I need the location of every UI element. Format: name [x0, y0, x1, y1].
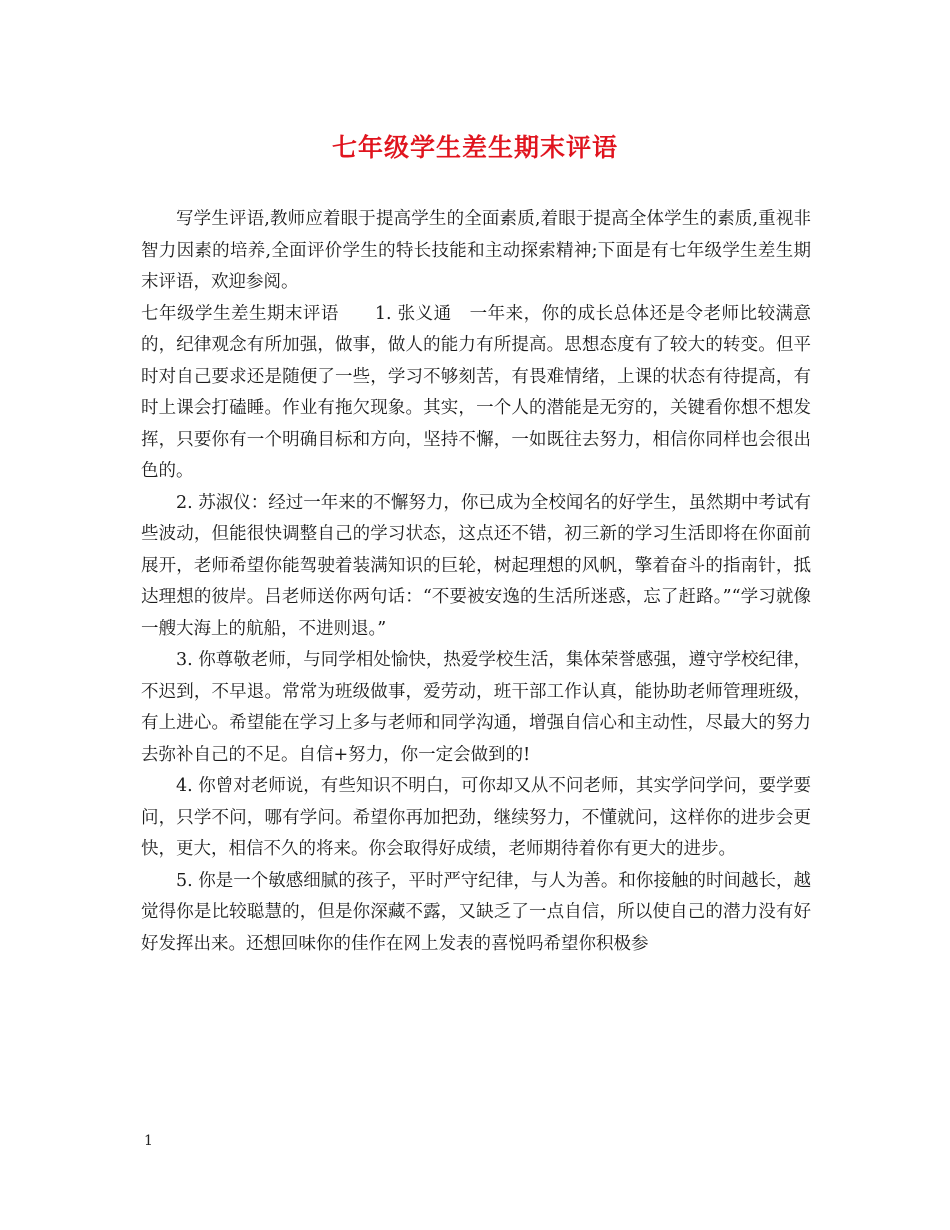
comment-paragraph-2: 2. 苏淑仪：经过一年来的不懈努力，你已成为全校闻名的好学生，虽然期中考试有些波动，但能很快调整自己的学习状态，这点还不错，初三新的学习生活即将在你面前展开，老师希望你能驾驶着装满知识的巨轮，树起理想的风帆，擎着奋斗的指南针，抵达理想的彼岸。吕老师送你两句话：“不要被安逸的生活所迷惑，忘了赶路。”“学习就像一艘大海上的航船，不进则退。”	[141, 492, 811, 639]
document-body	[141, 204, 811, 960]
comment-paragraph-3: 3. 你尊敬老师，与同学相处愉快，热爱学校生活，集体荣誉感强，遵守学校纪律，不迟到，不早退。常常为班级做事，爱劳动，班干部工作认真，能协助老师管理班级，有上进心。希望能在学习上多与老师和同学沟通，增强自信心和主动性，尽最大的努力去弥补自己的不足。自信+努力，你一定会做到的!	[141, 650, 811, 765]
document-title: 七年级学生差生期末评语	[331, 133, 618, 162]
comment-paragraph-5: 5. 你是一个敏感细腻的孩子，平时严守纪律，与人为善。和你接触的时间越长，越觉得你是比较聪慧的，但是你深藏不露，又缺乏了一点自信，所以使自己的潜力没有好好发挥出来。还想回味你的佳作在网上发表的喜悦吗希望你积极参	[141, 870, 811, 954]
page-number: 1	[144, 1133, 153, 1149]
comment-paragraph-1: 七年级学生差生期末评语 1. 张义通 一年来，你的成长总体还是令老师比较满意的，纪律观念有所加强，做事，做人的能力有所提高。思想态度有了较大的转变。但平时对自己要求还是随便了一些，学习不够刻苦，有畏难情绪，上课的状态有待提高，有时上课会打磕睡。作业有拖欠现象。其实，一个人的潜能是无穷的，关键看你想不想发挥，只要你有一个明确目标和方向，坚持不懈，一如既往去努力，相信你同样也会很出色的。	[141, 303, 811, 481]
comment-paragraph-4: 4. 你曾对老师说，有些知识不明白，可你却又从不问老师，其实学问学问，要学要问，只学不问，哪有学问。希望你再加把劲，继续努力，不懂就问，这样你的进步会更快，更大，相信不久的将来。你会取得好成绩，老师期待着你有更大的进步。	[141, 776, 811, 859]
intro-paragraph: 写学生评语,教师应着眼于提高学生的全面素质,着眼于提高全体学生的素质,重视非智力因素的培养,全面评价学生的特长技能和主动探索精神;下面是有七年级学生差生期末评语，欢迎参阅。	[141, 209, 811, 292]
